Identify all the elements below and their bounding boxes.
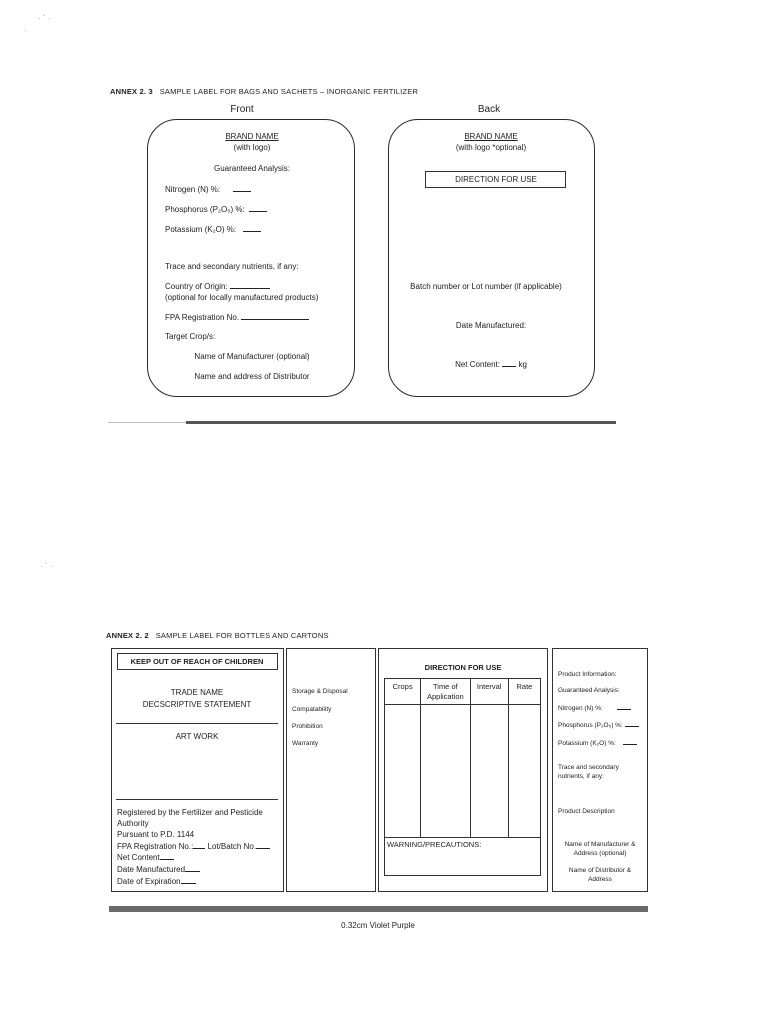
back-logo-note: (with logo *optional) (455, 143, 527, 152)
back-label-box (388, 119, 595, 397)
panel-side (286, 648, 376, 892)
back-title: Back (477, 104, 501, 115)
descriptive-statement: DECSCRIPTIVE STATEMENT (142, 700, 252, 709)
front-logo-note: (with logo) (233, 143, 271, 152)
col-header: Rate (508, 679, 540, 705)
registered-line: Registered by the Fertilizer and Pesticide (117, 808, 263, 817)
manufacturer-2: Address (optional) (573, 850, 627, 857)
distributor-2: Address (588, 876, 612, 883)
scan-mark: · (24, 26, 27, 35)
fpa-reg-line: FPA Registration No.: Lot/Batch No. (117, 841, 270, 851)
distributor: Name of Distributor & (568, 867, 632, 874)
rule (116, 723, 278, 724)
separator-faint (108, 422, 186, 423)
trace-2: nutrients, if any: (558, 773, 604, 780)
front-title: Front (230, 104, 254, 115)
back-direction: DIRECTION FOR USE (455, 175, 537, 184)
side-item: Compatability (292, 706, 332, 713)
separator-rule (186, 421, 616, 424)
front-potassium: Potassium (K₂O) %: (165, 224, 261, 234)
trade-name: TRADE NAME (170, 688, 224, 697)
warning-label: WARNING/PRECAUTIONS: (387, 840, 482, 849)
pursuant-line: Pursuant to P.D. 1144 (117, 830, 195, 839)
back-batch: Batch number or Lot number (if applicable) (410, 282, 562, 291)
annex-22-heading: ANNEX 2. 2 SAMPLE LABEL FOR BOTTLES AND CARTONS (106, 631, 329, 640)
keep-out-text: KEEP OUT OF REACH OF CHILDREN (130, 657, 264, 666)
nitrogen: Nitrogen (N) %: (558, 704, 631, 712)
side-item: Warranty (292, 740, 319, 747)
table-cell (385, 705, 421, 838)
side-item: Prohibition (292, 723, 323, 730)
date-exp-line: Date of Expiration (117, 876, 196, 886)
front-distributor: Name and address of Distributor (194, 372, 310, 381)
annex-23-heading: ANNEX 2. 3 SAMPLE LABEL FOR BAGS AND SACHETS – INORGANIC FERTILIZER (110, 87, 419, 96)
authority-line: Authority (117, 819, 149, 828)
phosphorus: Phosphorus (P₂O₅) %: (558, 721, 639, 729)
manufacturer: Name of Manufacturer & (564, 841, 636, 848)
table-cell (470, 705, 508, 838)
front-manufacturer: Name of Manufacturer (optional) (194, 352, 310, 361)
front-phosphorus: Phosphorus (P₂O₅) %: (165, 204, 267, 214)
net-content-line: Net Content (117, 852, 174, 862)
side-item: Storage & Disposal (292, 688, 348, 695)
scan-mark: · ´ · (40, 562, 53, 571)
bar-caption: 0.32cm Violet Purple (341, 921, 415, 930)
col-header: Time of Application (421, 679, 470, 705)
art-work: ART WORK (175, 732, 219, 741)
back-net-content: Net Content: kg (455, 360, 527, 369)
rule (116, 799, 278, 800)
front-fpa: FPA Registration No. (165, 312, 309, 322)
front-guaranteed: Guaranteed Analysis: (213, 164, 291, 173)
product-description: Product Description (558, 808, 615, 815)
front-nitrogen: Nitrogen (N) %: (165, 184, 251, 194)
front-trace: Trace and secondary nutrients, if any: (165, 262, 299, 271)
col-header: Interval (470, 679, 508, 705)
table-cell (508, 705, 540, 838)
back-brand-name: BRAND NAME (464, 132, 518, 141)
directions-table (384, 678, 541, 838)
date-mfg-line: Date Manufactured (117, 864, 200, 874)
front-origin-note: (optional for locally manufactured products) (165, 293, 319, 302)
potassium: Potassium (K₂O) %: (558, 739, 637, 747)
violet-bar (109, 906, 648, 912)
front-origin: Country of Origin: (165, 281, 270, 291)
back-date: Date Manufactured: (455, 321, 527, 330)
table-cell (421, 705, 470, 838)
front-brand-name: BRAND NAME (225, 132, 279, 141)
product-info: Product Information: (558, 671, 617, 678)
directions-title: DIRECTION FOR USE (424, 663, 502, 672)
scan-mark: · ´ · (38, 14, 51, 23)
trace: Trace and secondary (558, 764, 619, 771)
col-header: Crops (385, 679, 421, 705)
guaranteed: Guaranteed Analysis: (558, 687, 620, 694)
front-target: Target Crop/s: (165, 332, 216, 341)
